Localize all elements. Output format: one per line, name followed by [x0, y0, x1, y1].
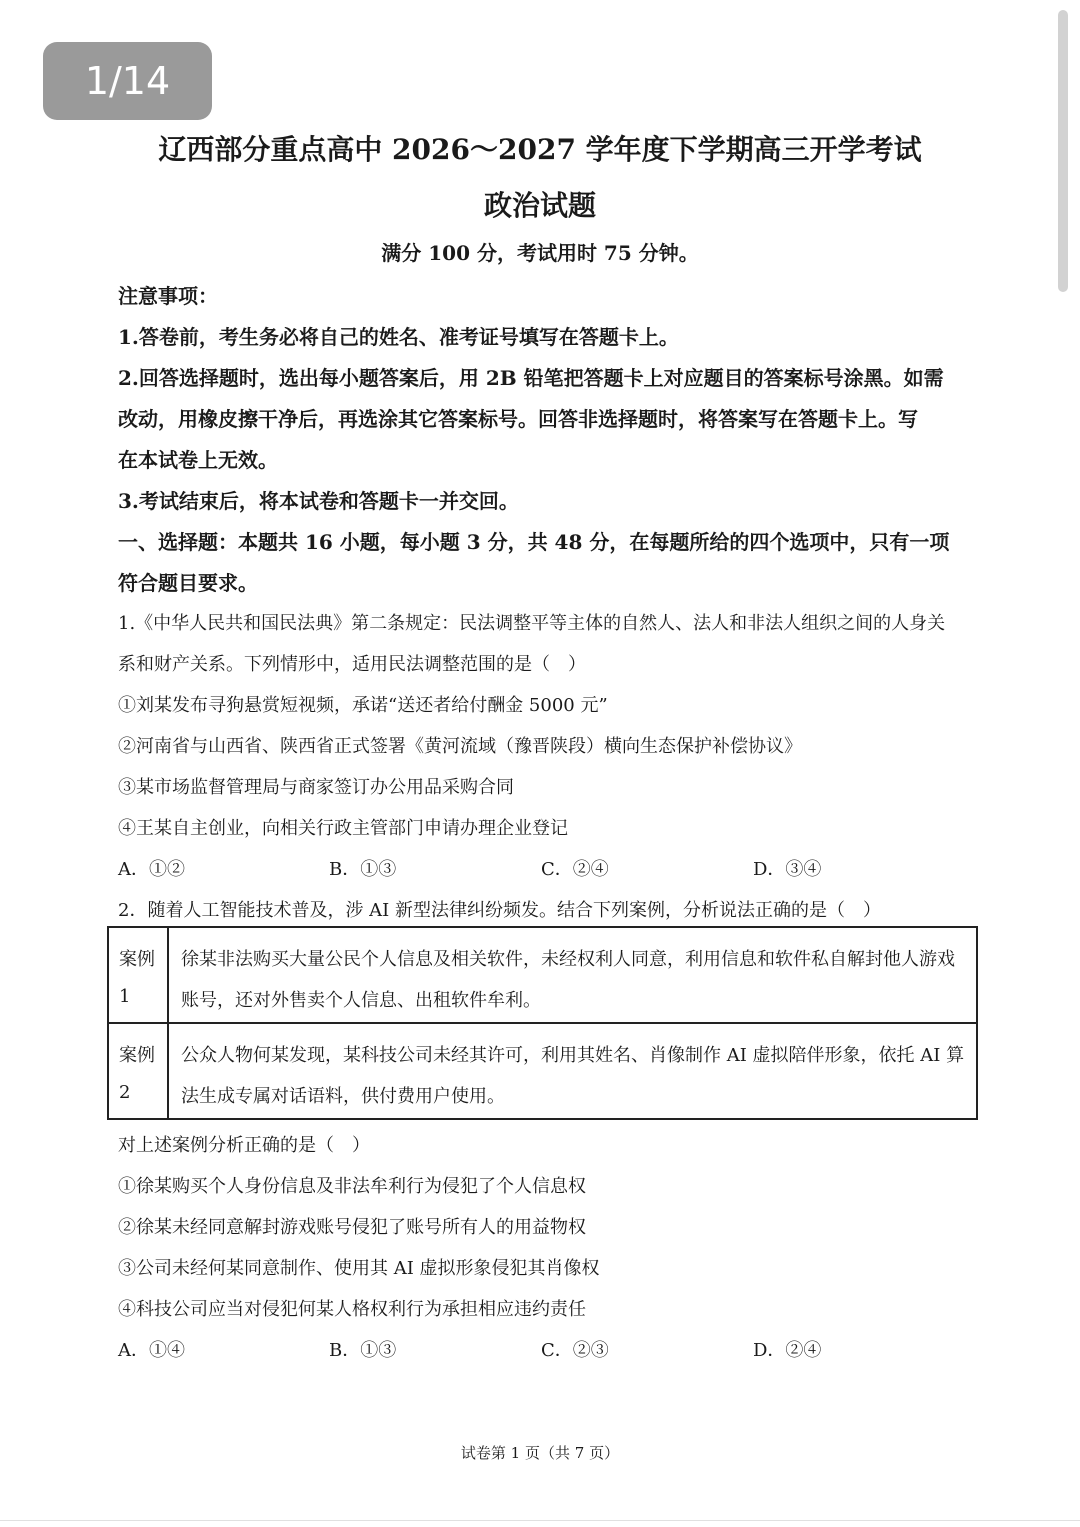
q2-option-c: C．②③ [541, 1340, 609, 1361]
q2-stem: 2．随着人工智能技术普及，涉 AI 新型法律纠纷频发。结合下列案例，分析说法正确的是（ ） [118, 900, 882, 921]
q2-statement-3: ③公司未经何某同意制作、使用其 AI 虚拟形象侵犯其肖像权 [118, 1258, 600, 1279]
q2-sub-stem: 对上述案例分析正确的是（ ） [118, 1135, 370, 1156]
q2-statement-4: ④科技公司应当对侵犯何某人格权利行为承担相应违约责任 [118, 1299, 586, 1320]
case-1-label [109, 928, 169, 1022]
case-1-text-line-1: 徐某非法购买大量公民个人信息及相关软件，未经权利人同意，利用信息和软件私自解封他人游戏 [181, 949, 955, 970]
notice-heading: 注意事项： [118, 284, 218, 308]
page-footer: 试卷第 1 页（共 7 页） [460, 1444, 620, 1462]
exam-meta: 满分 100 分，考试用时 75 分钟。 [381, 241, 699, 265]
q2-statement-2: ②徐某未经同意解封游戏账号侵犯了账号所有人的用益物权 [118, 1217, 586, 1238]
q1-stem-line-1: 1.《中华人民共和国民法典》第二条规定：民法调整平等主体的自然人、法人和非法人组织之间的人身关 [118, 613, 946, 634]
case-1-label-number: 1 [119, 986, 131, 1007]
q1-statement-4: ④王某自主创业，向相关行政主管部门申请办理企业登记 [118, 818, 568, 839]
case-row-2 [109, 1024, 976, 1118]
q1-statement-3: ③某市场监督管理局与商家签订办公用品采购合同 [118, 777, 514, 798]
q1-option-b: B．①③ [329, 859, 397, 880]
case-table [107, 926, 978, 1120]
case-2-text-line-1: 公众人物何某发现，某科技公司未经其许可，利用其姓名、肖像制作 AI 虚拟陪伴形象，依托 AI 算 [181, 1045, 965, 1066]
case-2-label-word: 案例 [119, 1045, 155, 1066]
section-heading-line-2: 符合题目要求。 [118, 571, 258, 595]
case-1-text-line-2: 账号，还对外售卖个人信息、出租软件牟利。 [181, 990, 541, 1011]
q1-option-c: C．②④ [541, 859, 609, 880]
exam-title: 辽西部分重点高中 2026～2027 学年度下学期高三开学考试 [158, 133, 922, 166]
bottom-divider [0, 1520, 1080, 1521]
case-1-label-word: 案例 [119, 949, 155, 970]
q2-option-a: A．①④ [118, 1340, 185, 1361]
case-row-1 [109, 928, 976, 1024]
q2-statement-1: ①徐某购买个人身份信息及非法牟利行为侵犯了个人信息权 [118, 1176, 586, 1197]
notice-item-3: 3.考试结束后，将本试卷和答题卡一并交回。 [118, 489, 519, 513]
notice-item-2-line-3: 在本试卷上无效。 [118, 448, 278, 472]
q1-statement-2: ②河南省与山西省、陕西省正式签署《黄河流域（豫晋陕段）横向生态保护补偿协议》 [118, 736, 802, 757]
page-indicator-badge: 1/14 [43, 42, 212, 120]
q1-stem-line-2: 系和财产关系。下列情形中，适用民法调整范围的是（ ） [118, 654, 586, 675]
q1-statement-1: ①刘某发布寻狗悬赏短视频，承诺“送还者给付酬金 5000 元” [118, 695, 608, 716]
notice-item-2-line-1: 2.回答选择题时，选出每小题答案后，用 2B 铅笔把答题卡上对应题目的答案标号涂黑。如需 [118, 366, 944, 390]
q1-option-d: D．③④ [753, 859, 822, 880]
case-2-label [109, 1024, 169, 1118]
q1-option-a: A．①② [118, 859, 185, 880]
notice-item-2-line-2: 改动，用橡皮擦干净后，再选涂其它答案标号。回答非选择题时，将答案写在答题卡上。写 [118, 407, 918, 431]
case-2-text-line-2: 法生成专属对话语料，供付费用户使用。 [181, 1086, 505, 1107]
q2-option-b: B．①③ [329, 1340, 397, 1361]
q2-option-d: D．②④ [753, 1340, 822, 1361]
notice-item-1: 1.答卷前，考生务必将自己的姓名、准考证号填写在答题卡上。 [118, 325, 679, 349]
case-2-label-number: 2 [119, 1082, 131, 1103]
section-heading-line-1: 一、选择题：本题共 16 小题，每小题 3 分，共 48 分，在每题所给的四个选项中，只有一项 [118, 530, 950, 554]
exam-subtitle: 政治试题 [483, 189, 596, 222]
